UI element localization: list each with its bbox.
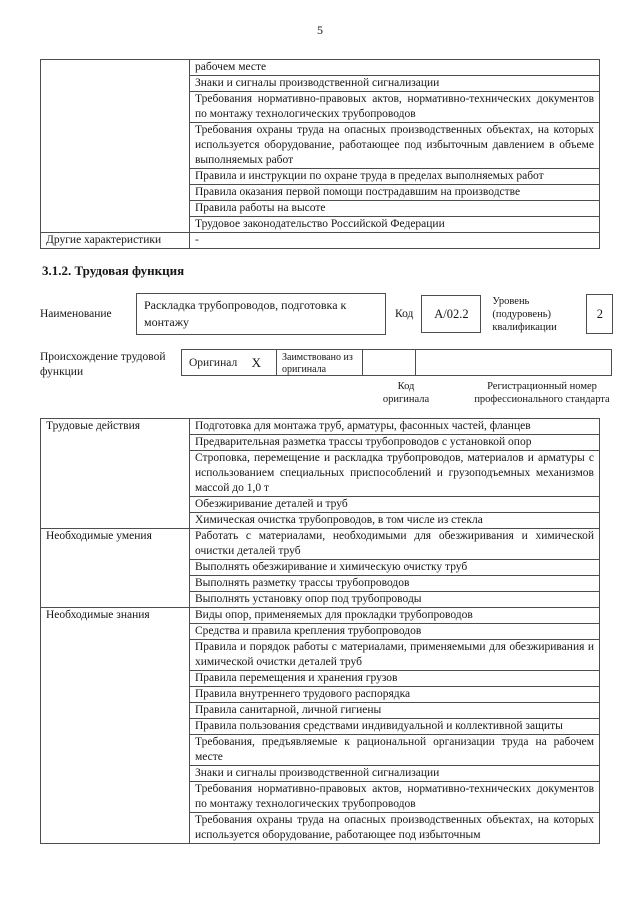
origin-cells	[181, 349, 626, 376]
table-row	[41, 529, 600, 560]
origin-table-block	[181, 349, 626, 406]
knowledge-item: рабочем месте	[190, 60, 600, 76]
table-row	[41, 419, 600, 435]
knowledge-item: Правила оказания первой помощи пострадавшим на производстве	[190, 185, 600, 201]
function-code-value: А/02.2	[434, 306, 469, 321]
page-number: 5	[317, 23, 323, 37]
origin-row	[40, 349, 640, 406]
action-item: Химическая очистка трубопроводов, в том числе из стекла	[190, 513, 600, 529]
function-code-box	[421, 295, 481, 333]
knowledge-item: Правила и инструкции по охране труда в пределах выполняемых работ	[190, 169, 600, 185]
naming-row	[40, 293, 640, 335]
continuation-table	[40, 59, 600, 249]
labor-function-table	[40, 418, 600, 844]
knowledge-item: Правила санитарной, личной гигиены	[190, 703, 600, 719]
origin-code-cell	[362, 349, 416, 376]
section-label-actions: Трудовые действия	[41, 419, 190, 529]
other-characteristics-value: -	[190, 233, 600, 249]
section-heading: 3.1.2. Трудовая функция	[42, 263, 185, 278]
empty-label-cell	[41, 60, 190, 233]
qualification-level-box	[586, 294, 613, 334]
table-row	[41, 608, 600, 624]
knowledge-item: Правила работы на высоте	[190, 201, 600, 217]
action-item: Подготовка для монтажа труб, арматуры, фасонных частей, фланцев	[190, 419, 600, 435]
origin-registration-cell	[415, 349, 612, 376]
knowledge-item: Средства и правила крепления трубопроводов	[190, 624, 600, 640]
action-item: Предварительная разметка трассы трубопроводов с установкой опор	[190, 435, 600, 451]
function-name-box	[136, 293, 386, 335]
knowledge-item: Требования нормативно-правовых актов, нормативно-технических документов по монтажу технологических трубопроводов	[190, 782, 600, 813]
table-row	[41, 60, 600, 76]
registration-number-caption: Регистрационный номер профессионального стандарта	[474, 381, 610, 405]
code-label: Код	[395, 308, 414, 320]
knowledge-item: Знаки и сигналы производственной сигнализации	[190, 766, 600, 782]
knowledge-item: Правила и порядок работы с материалами, применяемыми для обезжиривания и химической очистки деталей труб	[190, 640, 600, 671]
origin-original-cell	[181, 349, 277, 376]
qualification-level-label: Уровень (подуровень) квалификации	[492, 295, 557, 333]
origin-captions	[181, 380, 626, 406]
action-item: Строповка, перемещение и раскладка трубопроводов, материалов и арматуры с использованием специальных приспособлений и грузоподъемных механизмов массой до 1,0 т	[190, 451, 600, 497]
naming-label: Наименование	[40, 308, 112, 320]
skill-item: Работать с материалами, необходимыми для обезжиривания и химической очистки деталей труб	[190, 529, 600, 560]
knowledge-item: Правила внутреннего трудового распорядка	[190, 687, 600, 703]
original-code-caption: Код оригинала	[382, 381, 430, 405]
skill-item: Выполнять обезжиривание и химическую очистку труб	[190, 560, 600, 576]
action-item: Обезжиривание деталей и труб	[190, 497, 600, 513]
origin-borrowed-cell: Заимствовано из оригинала	[276, 349, 363, 376]
qualification-level-value: 2	[596, 306, 603, 321]
knowledge-item: Правила перемещения и хранения грузов	[190, 671, 600, 687]
other-characteristics-label: Другие характеристики	[41, 233, 190, 249]
skill-item: Выполнять установку опор под трубопроводы	[190, 592, 600, 608]
caption-spacer	[181, 380, 374, 406]
table-row	[41, 233, 600, 249]
skill-item: Выполнять разметку трассы трубопроводов	[190, 576, 600, 592]
origin-original-label: Оригинал	[189, 356, 238, 369]
section-label-skills: Необходимые умения	[41, 529, 190, 608]
knowledge-item: Требования нормативно-правовых актов, нормативно-технических документов по монтажу технологических трубопроводов	[190, 92, 600, 123]
knowledge-item: Виды опор, применяемых для прокладки трубопроводов	[190, 608, 600, 624]
knowledge-item: Трудовое законодательство Российской Федерации	[190, 217, 600, 233]
knowledge-item: Требования, предъявляемые к рациональной организации труда на рабочем месте	[190, 735, 600, 766]
knowledge-item: Знаки и сигналы производственной сигнализации	[190, 76, 600, 92]
knowledge-item: Требования охраны труда на опасных производственных объектах, на которых используется оборудование, работающее под избыточным давлением в объеме выполняемых работ	[190, 123, 600, 169]
function-name-value: Раскладка трубопроводов, подготовка к монтажу	[144, 298, 347, 329]
origin-original-mark: X	[251, 354, 261, 370]
knowledge-item: Требования охраны труда на опасных производственных объектах, на которых используется оборудование, работающее под избыточным	[190, 813, 600, 844]
section-label-knowledge: Необходимые знания	[41, 608, 190, 844]
knowledge-item: Правила пользования средствами индивидуальной и коллективной защиты	[190, 719, 600, 735]
origin-label: Происхождение трудовой функции	[40, 351, 166, 378]
